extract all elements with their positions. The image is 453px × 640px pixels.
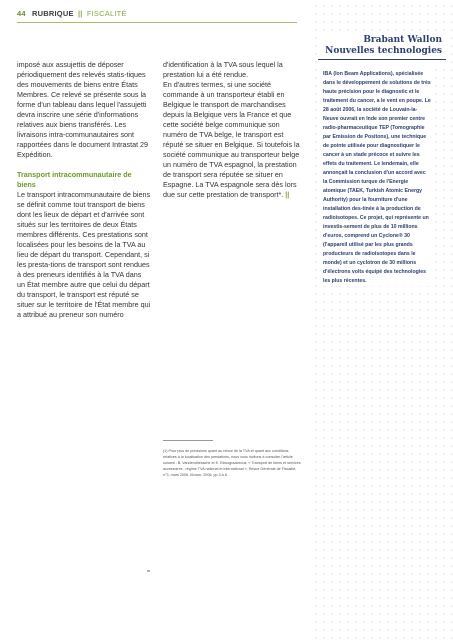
- paragraph: [163, 80, 301, 200]
- sidebar-body-text: (Ion Beam Applications), spécialisée dans le développement de solutions de très haute précision pour le diagnostic et le traitement du cancer, a le vent en poupe. Le 28 août 2006, la société de Louvain-la-Neuve ouvrait en Inde son premier centre radio-pharmaceutique TEP (Tomographie par Emission de Positons), une technique de pointe utilisée pour diagnostiquer le cancer à un stade précoce et suivre les effets du traitement. Le lendemain, elle annonçait la conclusion d'un accord avec la Commission turque de l'Energie atomique (TAEK, Turkish Atomic Energy Authority) pour la fourniture d'une installation des-tinée à la production de radioisotopes. Ce projet, qui représente un investis-sement de plus de 10 millions d'euros, comprend un Cyclone® 30 (l'appareil utilisé par les plus grands producteurs de radioisotopes dans le monde) et un cyclotron de 30 millions d'électrons volts équipé des technologies les plus récentes.: [323, 71, 431, 284]
- sidebar-title-line1: Brabant Wallon: [363, 35, 442, 45]
- paragraph: imposé aux assujettis de déposer périodiquement des relevés statis-tiques des mouvements de biens entre États Membres. Ce relevé se présente sous la forme d'un tableau dans lequel l'assujetti devra inscrire une série d'informations relatives aux biens transférés. Les livraisons intra-communautaires sont rapportées dans le document Intrastat 29 Expédition.: [17, 60, 149, 159]
- header-separator: ||: [77, 9, 83, 18]
- header-rule: [17, 22, 297, 23]
- page-marker: ≈: [147, 569, 151, 575]
- text-column-left: [17, 60, 151, 320]
- sidebar-text-panel: [323, 64, 431, 286]
- rubrique-label: RUBRIQUE: [32, 9, 74, 18]
- sidebar-title-rule: [318, 59, 446, 60]
- paragraph: d'identification à la TVA sous lequel la prestation lui a été rendue.: [163, 60, 283, 79]
- iba-name: IBA: [323, 71, 332, 77]
- sidebar-title-line2: Nouvelles technologies: [325, 46, 442, 56]
- end-mark: ||: [285, 190, 290, 199]
- paragraph: Le transport intracommunautaire de biens se définit comme tout transport de biens dont les lieux de départ et d'arrivée sont situés sur les territoires de deux États membres différents. Ces prestations sont localisées pour les besoins de la TVA au lieu de départ du transport. Cependant, si les presta-tions de transport sont rendues à des preneurs identifiés à la TVA dans un État membre autre que celui du départ du transport, le transport est réputé se situer sur le territoire de l'État membre qui a attribué au preneur son numéro: [17, 190, 151, 319]
- sidebar-text: [323, 70, 431, 286]
- sidebar-title: [318, 35, 446, 57]
- footnote-rule: [163, 440, 213, 441]
- page-number: 44: [17, 9, 26, 18]
- sidebar-box: [318, 35, 446, 286]
- paragraph-text: En d'autres termes, si une société commande à un transporteur établi en Belgique le transport de marchandises depuis la Belgique vers la France et que cette société belge communique son numéro de TVA belge, le transport est réputé se situer en Belgique. Si toutefois la société communique au transporteur belge un numéro de TVA espagnol, la prestation de transport sera réputée se situer en Espagne. La TVA espagnole sera dès lors due sur cette prestation de transport*.: [163, 80, 300, 199]
- sidebar-body: [318, 64, 446, 286]
- running-header: [17, 7, 127, 21]
- section-label: FISCALITÉ: [86, 9, 127, 18]
- section-subheading: Transport intracommunautaire de biens: [17, 170, 132, 189]
- footnote: (1) Pour plus de précisions quant au retour de la TVA et quant aux conditions relatives à la localisation des prestations, nous vous invitons à consulter l'article suivant : B. Vandendriessche et E. Ekwograaceous, « Transport de biens et services accessoires : régime TVA national et international », Revue Générale de Fiscalité, n°3, mars 2006, Kluwer, 2006, pp.3 à 8.: [163, 449, 301, 477]
- text-column-right: [163, 60, 301, 200]
